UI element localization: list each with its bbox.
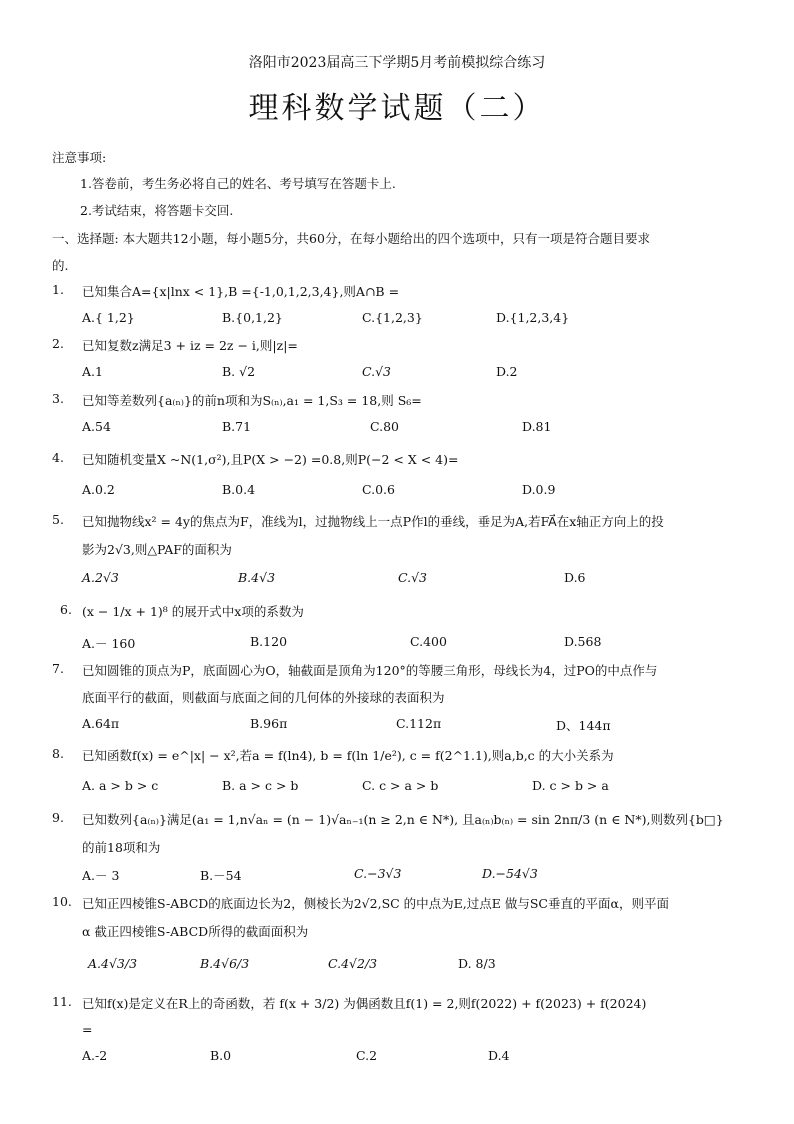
q4-option-d: D.0.9 xyxy=(522,482,556,497)
q5-option-c: C.√3 xyxy=(398,570,428,585)
question-number: 3. xyxy=(52,391,64,406)
question-2-stem: 已知复数z满足3 + iz = 2z − i,则|z|= xyxy=(82,338,298,353)
q3-option-b: B.71 xyxy=(222,419,252,434)
question-10-stem-cont: α 截正四棱锥S-ABCD所得的截面面积为 xyxy=(82,924,309,939)
exam-title: 理科数学试题（二） xyxy=(248,91,546,126)
q2-option-d: D.2 xyxy=(496,364,518,379)
question-number: 11. xyxy=(52,994,72,1009)
q4-option-c: C.0.6 xyxy=(362,482,395,497)
q11-option-c: C.2 xyxy=(356,1048,378,1063)
question-10-stem: 已知正四棱锥S-ABCD的底面边长为2，侧棱长为2√2,SC 的中点为E,过点E 做与SC垂直的平面α，则平面 xyxy=(82,896,669,911)
notice-heading: 注意事项: xyxy=(52,150,107,165)
question-7-stem: 已知圆锥的顶点为P，底面圆心为O，轴截面是顶角为120°的等腰三角形，母线长为4，过PO的中点作与 xyxy=(82,663,658,678)
q7-option-c: C.112π xyxy=(396,716,442,731)
section-heading: 一、选择题: 本大题共12小题，每小题5分，共60分，在每小题给出的四个选项中，只有一项是符合题目要求 xyxy=(52,231,650,246)
q7-option-b: B.96π xyxy=(250,716,288,731)
q3-option-c: C.80 xyxy=(370,419,399,434)
question-number: 5. xyxy=(52,512,64,527)
q11-option-d: D.4 xyxy=(488,1048,510,1063)
q6-option-a: A.－ 160 xyxy=(82,636,136,651)
question-9-stem: 已知数列{a₍ₙ₎}满足(a₁ = 1,n√aₙ = (n − 1)√aₙ₋₁(n ≥ 2,n ∈ N*), 且a₍ₙ₎b₍ₙ₎ = sin 2nπ/3 (n ∈ N*),则数列{b□} xyxy=(82,812,724,827)
q11-option-b: B.0 xyxy=(210,1048,232,1063)
q8-option-d: D. c > b > a xyxy=(532,778,609,793)
q4-option-b: B.0.4 xyxy=(222,482,256,497)
q10-option-a: A.4√3/3 xyxy=(88,956,138,971)
q11-option-a: A.-2 xyxy=(82,1048,108,1063)
question-6-stem: (x − 1/x + 1)⁸ 的展开式中x项的系数为 xyxy=(82,604,304,619)
q4-option-a: A.0.2 xyxy=(82,482,115,497)
question-11-stem: 已知f(x)是定义在R上的奇函数，若 f(x + 3/2) 为偶函数且f(1) = 2,则f(2022) + f(2023) + f(2024) xyxy=(82,996,647,1011)
q9-option-a: A.－ 3 xyxy=(82,868,120,883)
question-5-stem: 已知抛物线x² = 4y的焦点为F，准线为l，过抛物线上一点P作l的垂线，垂足为A,若FA⃗在x轴正方向上的投 xyxy=(82,514,664,529)
exam-subtitle: 洛阳市2023届高三下学期5月考前模拟综合练习 xyxy=(248,55,546,71)
question-number: 9. xyxy=(52,810,64,825)
q9-option-c: C.−3√3 xyxy=(354,866,402,881)
question-7-stem-cont: 底面平行的截面，则截面与底面之间的几何体的外接球的表面积为 xyxy=(82,690,445,705)
q7-option-d: D、144π xyxy=(556,718,611,733)
q5-option-a: A.2√3 xyxy=(82,570,119,585)
question-11-stem-cont: = xyxy=(82,1022,93,1037)
q8-option-b: B. a > c > b xyxy=(222,778,299,793)
question-number: 2. xyxy=(52,336,64,351)
q1-option-d: D.{1,2,3,4} xyxy=(496,310,570,325)
question-number: 8. xyxy=(52,746,64,761)
q6-option-d: D.568 xyxy=(564,634,602,649)
q2-option-b: B. √2 xyxy=(222,364,256,379)
q10-option-d: D. 8/3 xyxy=(458,956,496,971)
question-number: 1. xyxy=(52,282,64,297)
q3-option-d: D.81 xyxy=(522,419,552,434)
q9-option-b: B.－54 xyxy=(200,868,242,883)
q5-option-d: D.6 xyxy=(564,570,586,585)
q8-option-c: C. c > a > b xyxy=(362,778,439,793)
q10-option-c: C.4√2/3 xyxy=(328,956,378,971)
q3-option-a: A.54 xyxy=(82,419,111,434)
question-3-stem: 已知等差数列{a₍ₙ₎}的前n项和为S₍ₙ₎,a₁ = 1,S₃ = 18,则 S₆= xyxy=(82,393,422,408)
q1-option-b: B.{0,1,2} xyxy=(222,310,283,325)
q5-option-b: B.4√3 xyxy=(238,570,276,585)
question-number: 6. xyxy=(60,602,72,617)
question-number: 4. xyxy=(52,450,64,465)
notice-item-1: 1.答卷前，考生务必将自己的姓名、考号填写在答题卡上. xyxy=(80,176,396,191)
q10-option-b: B.4√6/3 xyxy=(200,956,250,971)
q9-option-d: D.−54√3 xyxy=(482,866,538,881)
question-4-stem: 已知随机变量X ~N(1,σ²),且P(X > −2) =0.8,则P(−2 < X < 4)= xyxy=(82,452,459,467)
question-5-stem-cont: 影为2√3,则△PAF的面积为 xyxy=(82,542,232,557)
question-9-stem-cont: 的前18项和为 xyxy=(82,840,161,855)
q2-option-c: C.√3 xyxy=(362,364,392,379)
q8-option-a: A. a > b > c xyxy=(82,778,159,793)
notice-item-2: 2.考试结束，将答题卡交回. xyxy=(80,203,234,218)
section-heading-cont: 的. xyxy=(52,258,69,273)
question-number: 10. xyxy=(52,894,72,909)
question-1-stem: 已知集合A={x|lnx < 1},B ={-1,0,1,2,3,4},则A∩B = xyxy=(82,284,400,299)
q2-option-a: A.1 xyxy=(82,364,103,379)
q1-option-a: A.{ 1,2} xyxy=(82,310,135,325)
question-8-stem: 已知函数f(x) = e^|x| − x²,若a = f(ln4), b = f(ln 1/e²), c = f(2^1.1),则a,b,c 的大小关系为 xyxy=(82,748,614,763)
q6-option-b: B.120 xyxy=(250,634,288,649)
question-number: 7. xyxy=(52,661,64,676)
q6-option-c: C.400 xyxy=(410,634,447,649)
q1-option-c: C.{1,2,3} xyxy=(362,310,423,325)
q7-option-a: A.64π xyxy=(82,716,120,731)
